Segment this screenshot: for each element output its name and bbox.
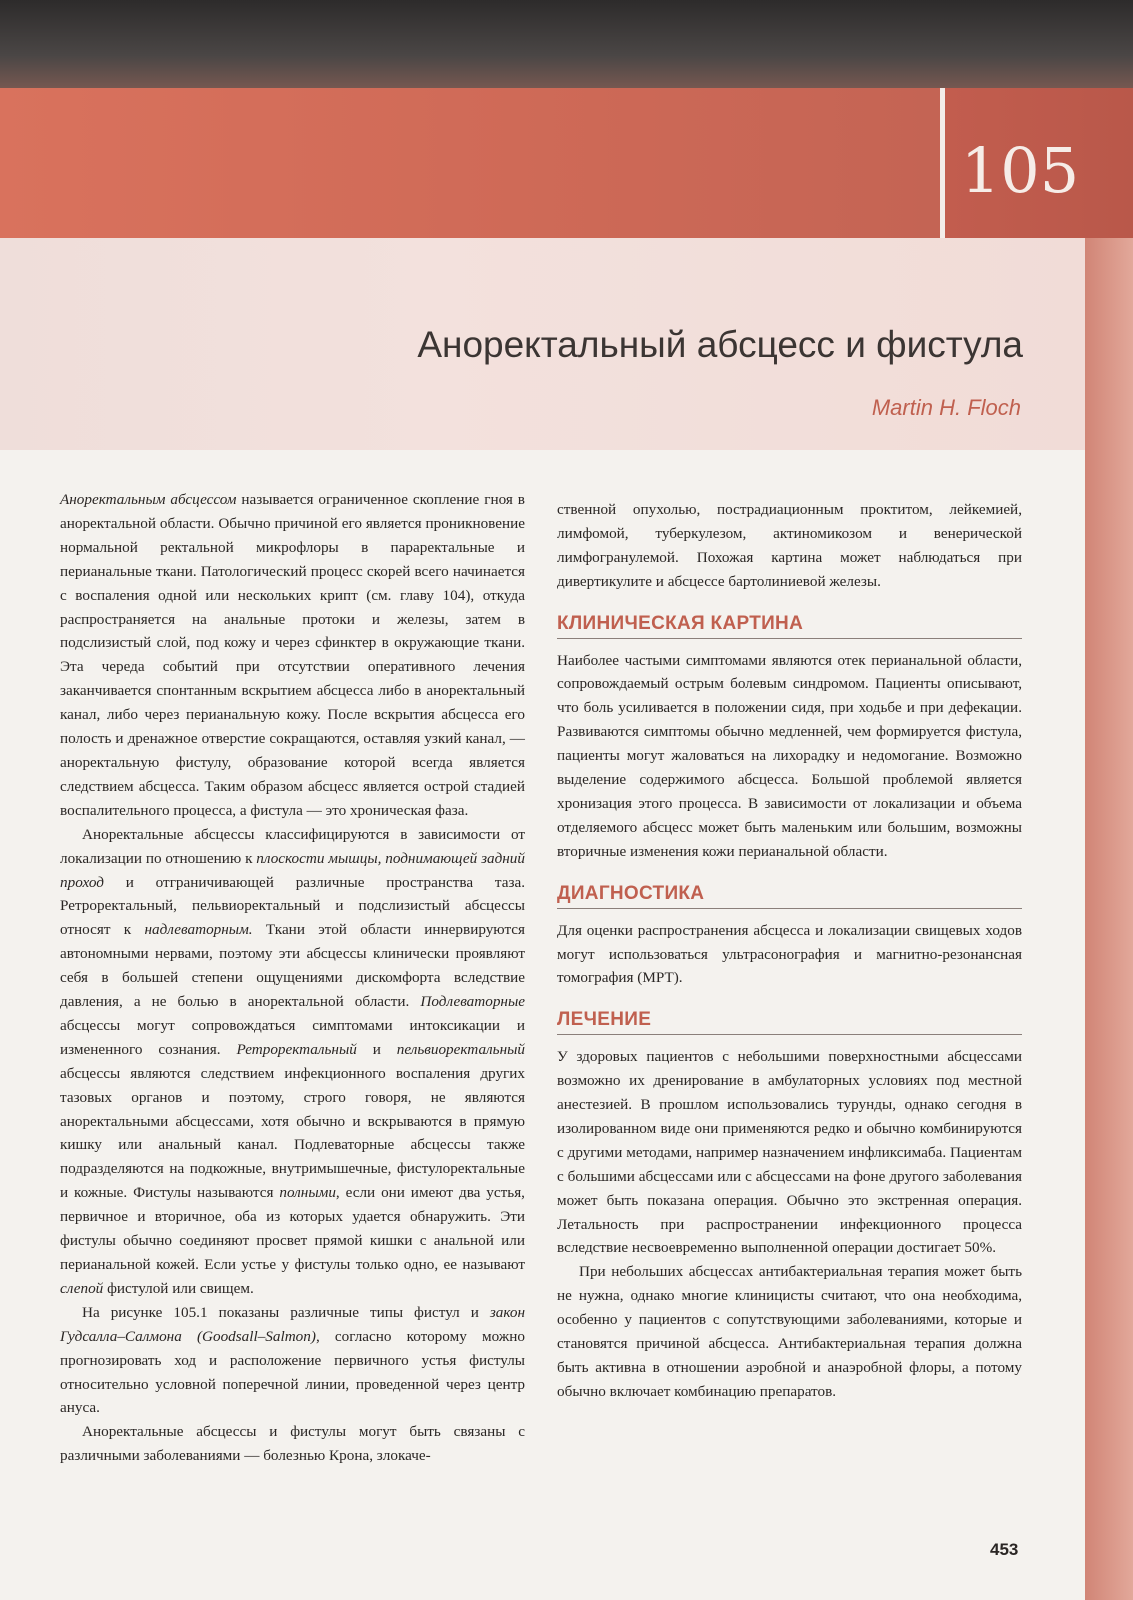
term-emphasis: Подлеваторные	[420, 993, 525, 1011]
paragraph-classification	[60, 823, 525, 1301]
paragraph-text: и отграничивающей различные пространства таза. Ретроректальный, пельвиоректальный и подслизистый абсцессы относят к	[60, 873, 525, 939]
chapter-number: 105	[960, 134, 1080, 207]
paragraph-text: Ткани этой области иннервируются автономными нервами, поэтому эти абсцессы клинически проявляют себя в большей степени ощущениями дискомфорта вследствие давления, а не болью в аноректальной области.	[60, 921, 525, 1011]
term-emphasis: пельвиоректальный	[396, 1040, 525, 1058]
left-column	[60, 488, 525, 1468]
paragraph-treatment-1: У здоровых пациентов с небольшими поверхностными абсцессами возможно их дренирование в амбулаторных условиях под местной анестезией. В прошлом использовались турунды, однако сегодня в изолированном виде они применяются редко и обычно комбинируются с другими методами, например назначением инфликсимаба. Пациентам с большими абсцессами или с абсцессами на фоне другого заболевания может быть показана операция. Обычно это экстренная операция. Летальность при распространении инфекционного процесса вследствие несвоевременно выполненной операции достигает 50%.	[557, 1048, 1022, 1257]
paragraph-treatment-2: При небольших абсцессах антибактериальная терапия может быть не нужна, однако многие клиницисты считают, что она необходима, особенно у пациентов с сопутствующими заболеваниями, которые и становятся причиной абсцесса. Антибактериальная терапия должна быть активна в отношении аэробной и анаэробной флоры, а потому обычно включает комбинацию препаратов.	[557, 1263, 1022, 1400]
term-emphasis: полными	[279, 1184, 336, 1202]
page-number: 453	[990, 1540, 1019, 1559]
paragraph-definition	[60, 488, 525, 823]
paragraph-text: Аноректальные абсцессы классифицируются в зависимости от локализации по отношению к	[60, 825, 525, 867]
term-emphasis: надлеваторным.	[144, 921, 253, 939]
paragraph-text: фистулой или свищем.	[103, 1279, 254, 1297]
paragraph-associated-diseases: Аноректальные абсцессы и фистулы могут быть связаны с различными заболеваниями — болезнью Крона, злокаче-	[60, 1423, 525, 1465]
paragraph-text: называется ограниченное скопление гноя в аноректальной области. Обычно причиной его является проникновение нормальной ректальной микрофлоры в параректальные и перианальные ткани. Патологический процесс скорей всего начинается с воспаления одной или нескольких крипт (см. главу 104), откуда распространяется на анальные протоки и железы, затем в подслизистый слой, под кожу и через сфинктер в окружающие ткани. Эта череда событий при отсутствии оперативного лечения заканчивается спонтанным вскрытием абсцесса либо в аноректальный канал, либо через перианальную кожу. После вскрытия абсцесса его полость и дренажное отверстие сокращаются, оставляя узкий канал, — аноректальную фистулу, образование которой всегда является следствием абсцесса. Таким образом абсцесс является острой стадией воспалительного процесса, а фистула — это хроническая фаза.	[60, 491, 525, 819]
paragraph-text: , если они имеют два устья, первичное и вторичное, оба из которых удается обнаружить. Эти фистулы обычно соединяют просвет прямой кишки с анальной или перианальной кожей. Если устье у фистулы только одно, ее называют	[60, 1184, 525, 1273]
paragraph-text: и	[356, 1040, 397, 1058]
scan-top-shadow	[0, 0, 1133, 92]
author-name: Martin H. Floch	[871, 395, 1021, 420]
paragraph-text: , согласно которому можно прогнозировать ход и расположение первичного устья фистулы относительно условной поперечной линии, проведенной через центр ануса.	[60, 1327, 525, 1417]
section-heading-clinical: КЛИНИЧЕСКАЯ КАРТИНА	[557, 612, 1022, 639]
paragraph-text: абсцессы являются следствием инфекционного воспаления других тазовых органов и поэтому, строго говоря, не являются аноректальными абсцессами, хотя обычно и вскрываются в прямую кишку или анальный канал. Подлеваторные абсцессы также подразделяются на подкожные, внутримышечные, фистулоректальные и кожные. Фистулы называются	[60, 1064, 525, 1202]
chapter-title: Аноректальный абсцесс и фистула	[417, 324, 1023, 365]
term-emphasis: закон Гудсалла–Салмона (Goodsall–Salmon)	[60, 1303, 525, 1345]
section-heading-treatment: ЛЕЧЕНИЕ	[557, 1008, 1022, 1035]
chapter-header-band	[0, 88, 940, 238]
term-emphasis: Ретроректальный	[236, 1040, 357, 1058]
paragraph-text: абсцессы могут сопровождаться симптомами интоксикации и измененного сознания.	[60, 1016, 525, 1058]
term-emphasis: плоскости мышцы, поднимающей задний проход	[60, 849, 525, 891]
right-column	[557, 498, 1022, 1404]
section-heading-diagnostics: ДИАГНОСТИКА	[557, 882, 1022, 909]
paragraph-diagnostics: Для оценки распространения абсцесса и локализации свищевых ходов могут использоваться ультрасонография и магнитно-резонансная томография (МРТ).	[557, 921, 1022, 987]
term-emphasis: Аноректальным абсцессом	[60, 491, 237, 508]
paragraph-clinical: Наиболее частыми симптомами являются отек перианальной области, сопровождаемый острым болевым синдромом. Пациенты описывают, что боль усиливается в положении сидя, при ходьбе и при дефекации. Развиваются симптомы обычно медленней, чем формируется фистула, пациенты могут жаловаться на лихорадку и недомогание. Возможно выделение содержимого абсцесса. Большой проблемой является хронизация этого процесса. В зависимости от локализации и объема отделяемого абсцесс может быть маленьким или большим, возможны вторичные изменения кожи перианальной области.	[557, 651, 1022, 860]
paragraph-figure-reference	[60, 1301, 525, 1421]
paragraph-text: На рисунке 105.1 показаны различные типы фистул и	[82, 1303, 490, 1321]
paragraph-continuation: ственной опухолью, пострадиационным проктитом, лейкемией, лимфомой, туберкулезом, актиномикозом и венерической лимфогранулемой. Похожая картина может наблюдаться при дивертикулите и абсцессе бартолиниевой железы.	[557, 501, 1022, 590]
term-emphasis: слепой	[60, 1279, 104, 1297]
page-edge-strip	[1085, 238, 1133, 1600]
